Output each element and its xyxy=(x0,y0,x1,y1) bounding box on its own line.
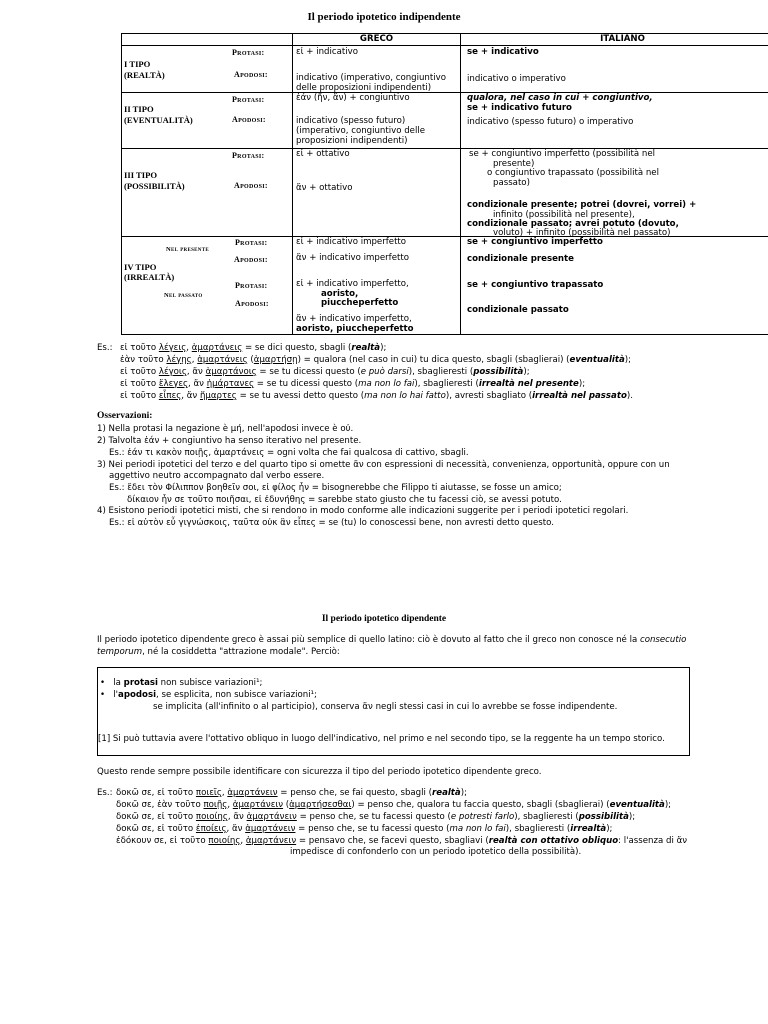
type-name: IV TIPO xyxy=(124,261,157,272)
it-protasi: se + congiuntivo imperfetto xyxy=(467,236,603,247)
type-name: I TIPO xyxy=(124,58,151,69)
example-line: εἰ τοῦτο λέγεις, ἁμαρτάνεις = se dici questo, sbagli (realtà); xyxy=(120,343,387,353)
type-name: III TIPO xyxy=(124,169,158,180)
conditional-types-table xyxy=(121,33,768,335)
greco-protasi: εἰ + indicativo imperfetto, xyxy=(296,278,409,289)
greco-apodosi: aoristo, piuccheperfetto xyxy=(296,323,414,334)
it-protasi: qualora, nel caso in cui + congiuntivo, xyxy=(467,92,653,103)
examples-label: Es.: xyxy=(97,788,113,798)
it-protasi: o congiuntivo trapassato (possibilità nel xyxy=(487,167,659,178)
header-greco: GRECO xyxy=(293,34,461,46)
example-line: δοκῶ σε, εἰ τοῦτο ποιεῖς, ἁμαρτάνειν = penso che, se fai questo, sbagli (realtà); xyxy=(116,788,467,798)
apodosi-label: Apodosi: xyxy=(234,69,268,79)
protasi-label: Protasi: xyxy=(232,47,265,57)
rules-box xyxy=(97,667,690,756)
observation-item: 4) Esistono periodi ipotetici misti, che si rendono in modo conforme alle indicazioni suggerite per i periodi ipotetici regolari. xyxy=(97,506,629,516)
greco-apodosi: ἄν + indicativo imperfetto, xyxy=(296,313,412,324)
protasi-label: Protasi: xyxy=(235,237,268,247)
observation-example: Es.: ἔδει τὸν Φίλιππον βοηθεῖν σοι, εἰ φίλος ἦν = bisognerebbe che Filippo ti aiutasse, se fosse un amico; xyxy=(109,483,562,493)
observation-item: 2) Talvolta ἐάν + congiuntivo ha senso iterativo nel presente. xyxy=(97,436,362,446)
greco-protasi: εἰ + ottativo xyxy=(296,148,350,159)
it-apodosi: condizionale presente; potrei (dovrei, vorrei) + xyxy=(467,199,697,210)
row1-label-cell xyxy=(122,45,293,92)
observation-item: 1) Nella protasi la negazione è μή, nell'apodosi invece è οὐ. xyxy=(97,424,354,434)
row3-greco-cell xyxy=(293,148,461,236)
row2-label-cell xyxy=(122,92,293,148)
it-apodosi: indicativo (spesso futuro) o imperativo xyxy=(467,116,634,127)
type-name: II TIPO xyxy=(124,103,154,114)
summary-sentence: Questo rende sempre possibile identificare con sicurezza il tipo del periodo ipotetico dipendente greco. xyxy=(97,767,542,777)
example-line-cont: impedisce di confonderlo con un periodo ipotetico della possibilità). xyxy=(290,847,582,857)
example-line: εἰ τοῦτο εἶπες, ἄν ἥμαρτες = se tu avessi detto questo (ma non lo hai fatto), avresti sbagliato (irrealtà nel passato). xyxy=(120,391,633,401)
header-italiano: ITALIANO xyxy=(461,34,768,46)
greco-apodosi-line: indicativo (imperativo, congiuntivo xyxy=(296,72,446,83)
it-apodosi: voluto) + infinito (possibilità nel passato) xyxy=(493,227,671,238)
it-apodosi: condizionale passato; avrei potuto (dovuto, xyxy=(467,218,679,229)
observation-item-cont: aggettivo neutro accompagnato dal verbo essere. xyxy=(109,471,325,481)
greco-protasi: εἰ + indicativo imperfetto xyxy=(296,236,407,247)
it-protasi: se + congiuntivo imperfetto (possibilità nel xyxy=(469,148,656,159)
example-line: εἰ τοῦτο λέγοις, ἄν ἁμαρτάνοις = se tu dicessi questo (e può darsi), sbaglieresti (possibilità); xyxy=(120,367,530,377)
example-line: ἐδόκουν σε, εἰ τοῦτο ποιοίης, ἁμαρτάνειν = pensavo che, se facevi questo, sbagliavi (realtà con ottativo obliquo: l'assenza di ἄν xyxy=(116,836,688,846)
greco-apodosi: ἄν + ottativo xyxy=(296,182,353,193)
it-protasi: se + indicativo xyxy=(467,46,539,57)
greco-apodosi-line: delle proposizioni indipendenti) xyxy=(296,82,432,93)
type-subtitle: (EVENTUALITÀ) xyxy=(124,114,193,125)
greco-apodosi-line: (imperativo, congiuntivo delle xyxy=(296,125,426,136)
example-line: εἰ τοῦτο ἔλεγες, ἄν ἡμάρτανες = se tu dicessi questo (ma non lo fai), sbaglieresti (irrealtà nel presente); xyxy=(120,379,586,389)
row4-label-cell xyxy=(122,236,293,334)
apodosi-label: Apodosi: xyxy=(234,180,268,190)
type-subtitle: (POSSIBILITÀ) xyxy=(124,180,185,191)
apodosi-label: Apodosi: xyxy=(235,298,269,308)
row2-greco-cell xyxy=(293,92,461,148)
row2-italiano-cell xyxy=(461,92,768,148)
bullet-apodosi: • l'apodosi, se esplicita, non subisce variazioni¹; xyxy=(100,690,317,700)
apodosi-implicit-note: se implicita (all'infinito o al participio), conserva ἄν negli stessi casi in cui lo avrebbe se fosse indipendente. xyxy=(153,702,618,712)
bullet-icon: • xyxy=(100,678,106,688)
apodosi-label: Apodosi: xyxy=(234,254,268,264)
greco-apodosi-line: indicativo (spesso futuro) xyxy=(296,115,406,126)
example-line: δοκῶ σε, εἰ τοῦτο ποιοίης, ἄν ἁμαρτάνειν = penso che, se tu facessi questo (e potresti farlo), sbaglieresti (possibilità); xyxy=(116,812,636,822)
example-line: δοκῶ σε, εἰ τοῦτο ἐποίεις, ἄν ἁμαρτάνειν = penso che, se tu facessi questo (ma non lo fai), sbaglieresti (irrealtà); xyxy=(116,824,613,834)
it-protasi: presente) xyxy=(493,158,535,169)
observation-example: Es.: ἐάν τι κακὸν ποιῇς, ἁμαρτάνεις = ogni volta che fai qualcosa di cattivo, sbagli. xyxy=(109,448,469,458)
observation-example: δίκαιον ἦν σε τοῦτο ποιῆσαι, εἰ ἐδυνήθης = sarebbe stato giusto che tu facessi ciò, se avessi potuto. xyxy=(127,495,562,505)
observation-example: Es.: εἰ αὐτὸν εὖ γιγνώσκοις, ταῦτα οὐκ ἂν εἶπες = se (tu) lo conoscessi bene, non avresti detto questo. xyxy=(109,518,554,528)
observation-item: 3) Nei periodi ipotetici del terzo e del quarto tipo si omette ἄν con espressioni di necessità, convenienza, opportunità, oppure con un xyxy=(97,460,670,470)
header-empty xyxy=(122,34,293,46)
example-line: ἐὰν τοῦτο λέγῃς, ἁμαρτάνεις (ἁμαρτήσῃ) = qualora (nel caso in cui) tu dica questo, sbagli (sbaglierai) (eventualità); xyxy=(120,355,631,365)
greco-apodosi-line: proposizioni indipendenti) xyxy=(296,135,408,146)
bullet-icon: • xyxy=(100,690,106,700)
row4-greco-cell xyxy=(293,236,461,334)
greco-protasi: ἐάν (ἤν, ἄν) + congiuntivo xyxy=(296,92,410,103)
example-line: δοκῶ σε, ἐὰν τοῦτο ποιῇς, ἁμαρτάνειν (ἁμαρτήσεσθαι) = penso che, qualora tu faccia questo, sbagli (sbaglierai) (eventualità); xyxy=(116,800,672,810)
section-title: Il periodo ipotetico dipendente xyxy=(321,614,447,624)
footnote: [1] Si può tuttavia avere l'ottativo obliquo in luogo dell'indicativo, nel primo e nel secondo tipo, se la reggente ha un tempo storico. xyxy=(98,734,665,744)
it-apodosi: infinito (possibilità nel presente), xyxy=(493,209,635,220)
observations-title: Osservazioni: xyxy=(97,411,153,421)
nel-presente-label: Nel presente xyxy=(166,245,209,253)
nel-passato-label: Nel passato xyxy=(164,291,203,299)
it-apodosi: indicativo o imperativo xyxy=(467,73,566,84)
greco-protasi: εἰ + indicativo xyxy=(296,46,358,57)
row3-italiano-cell xyxy=(461,148,768,236)
protasi-label: Protasi: xyxy=(232,150,265,160)
row1-greco-cell xyxy=(293,45,461,92)
greco-protasi: aoristo, xyxy=(321,288,359,299)
greco-protasi: piuccheperfetto xyxy=(321,297,399,308)
it-apodosi: condizionale passato xyxy=(467,304,569,315)
intro-paragraph: Il periodo ipotetico dipendente greco è assai più semplice di quello latino: ciò è dovuto al fatto che il greco non conosce né la consecutio temporum, né la cosiddetta "attrazione modale". Perciò: xyxy=(97,635,687,657)
type-subtitle: (REALTÀ) xyxy=(124,69,165,80)
greco-apodosi: ἄν + indicativo imperfetto xyxy=(296,252,409,263)
row3-label-cell xyxy=(122,148,293,236)
row4-italiano-cell xyxy=(461,236,768,334)
protasi-label: Protasi: xyxy=(235,280,268,290)
apodosi-label: Apodosi: xyxy=(232,114,266,124)
it-protasi: se + indicativo futuro xyxy=(467,102,572,113)
row1-italiano-cell xyxy=(461,45,768,92)
it-apodosi: condizionale presente xyxy=(467,253,574,264)
page-title: Il periodo ipotetico indipendente xyxy=(307,11,461,23)
it-protasi: se + congiuntivo trapassato xyxy=(467,279,604,290)
it-protasi: passato) xyxy=(493,177,530,188)
type-subtitle: (IRREALTÀ) xyxy=(124,271,175,282)
bullet-protasi: • la protasi non subisce variazioni¹; xyxy=(100,678,263,688)
examples-label: Es.: xyxy=(97,343,113,353)
protasi-label: Protasi: xyxy=(232,94,265,104)
